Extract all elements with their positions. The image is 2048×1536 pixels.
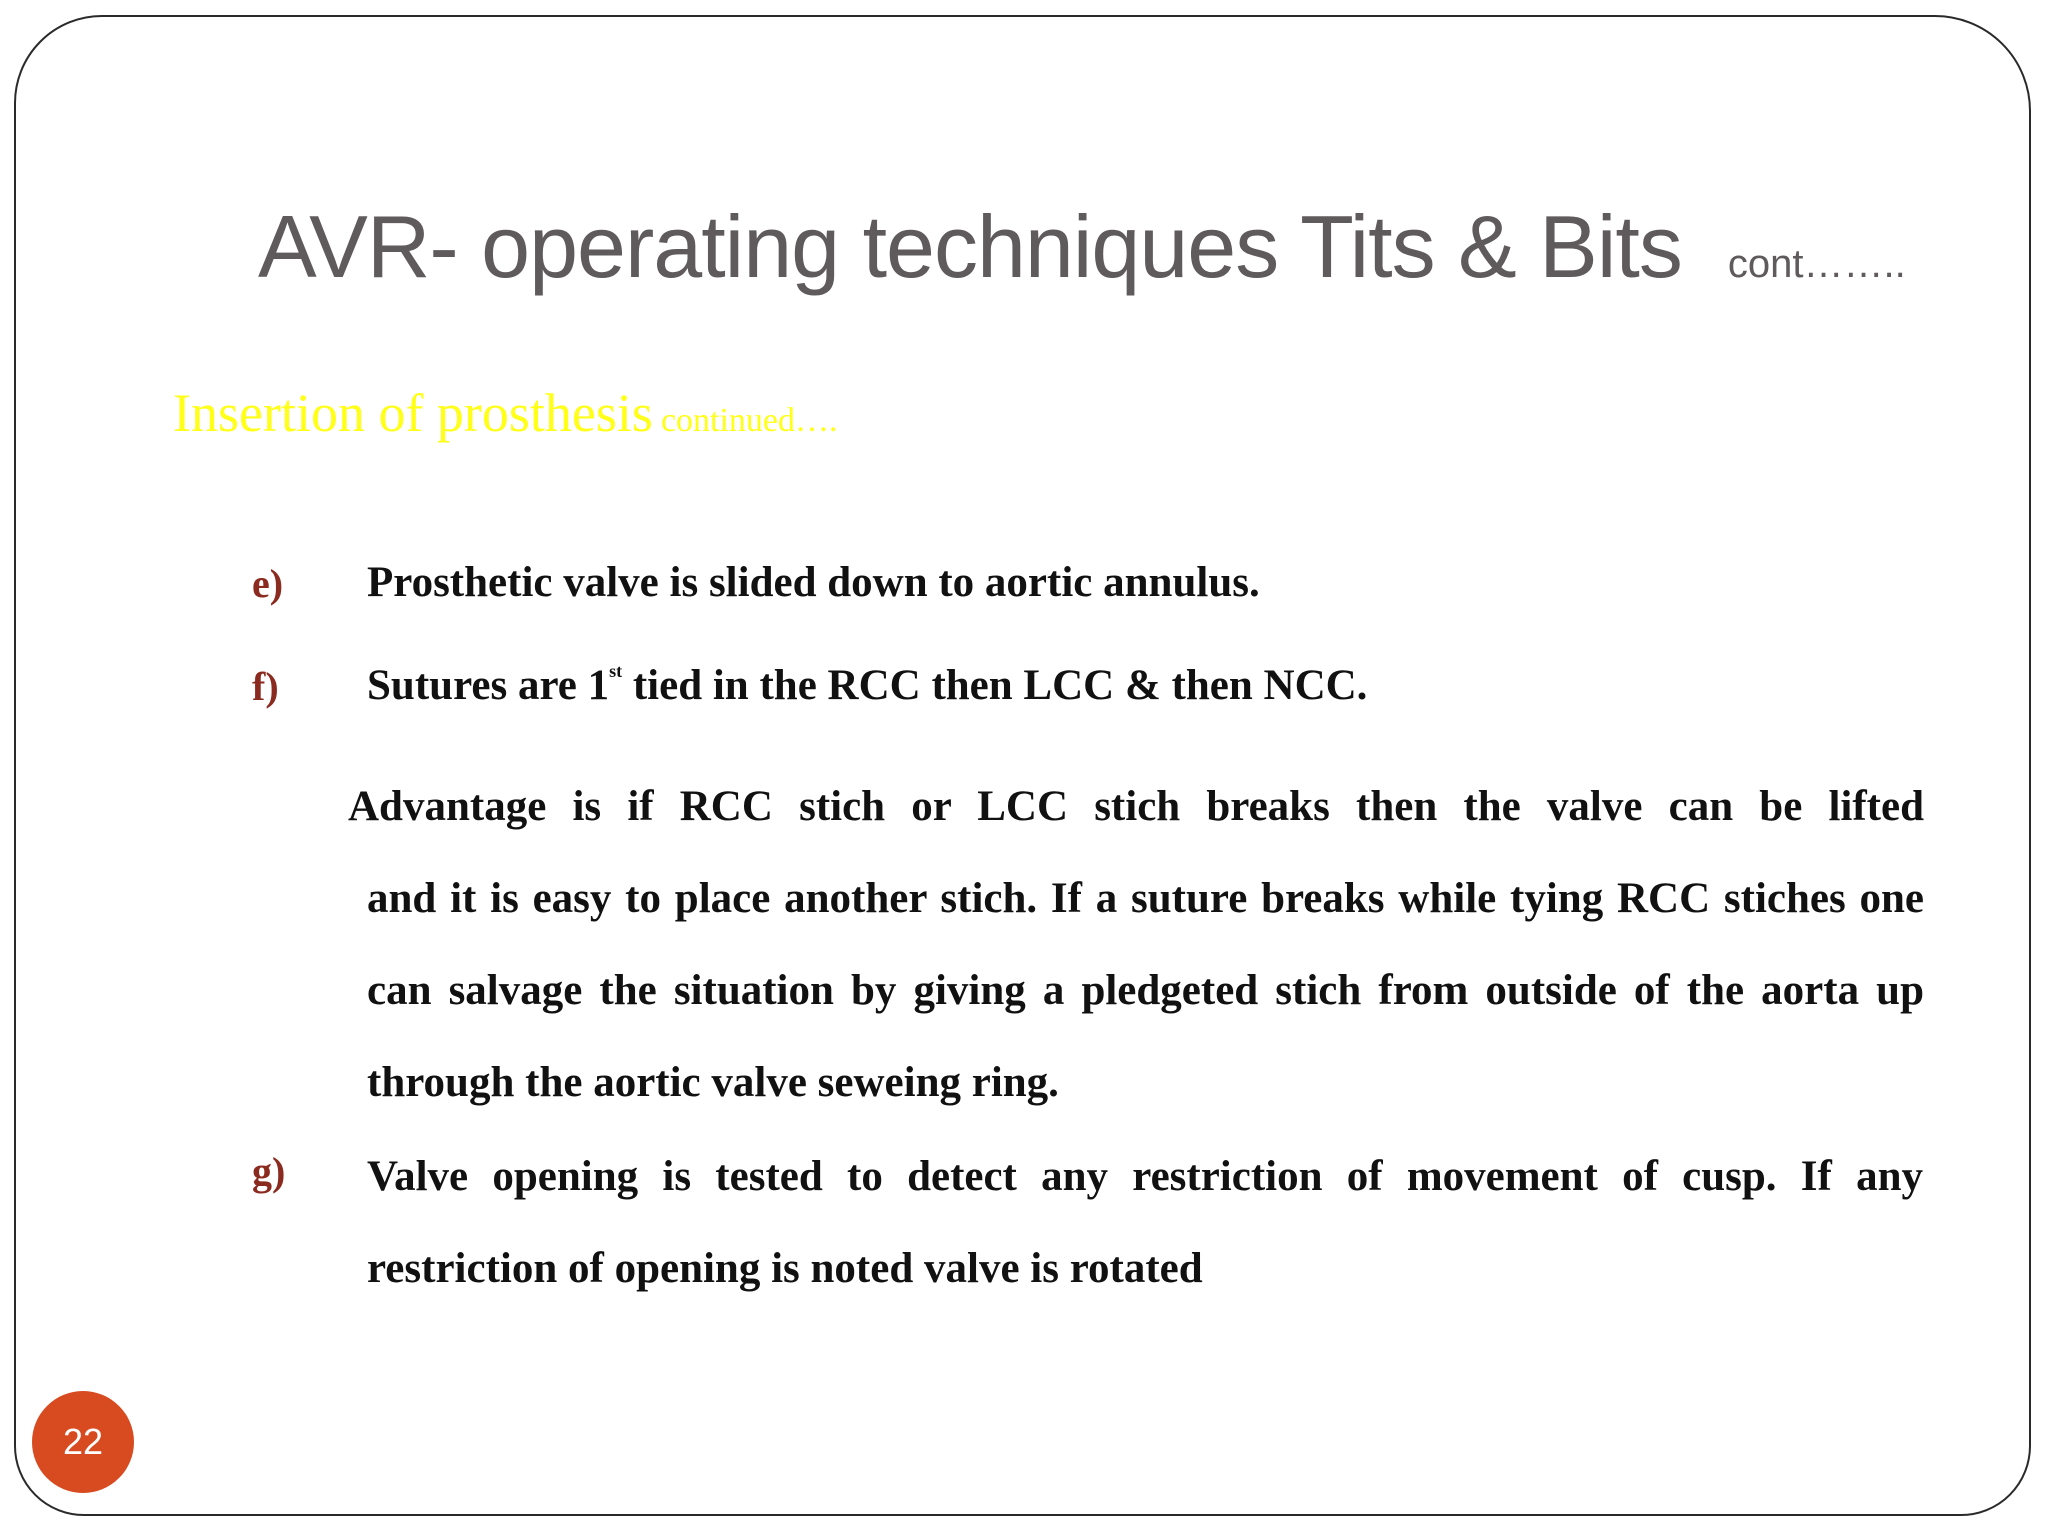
- advantage-first-line: Advantage is if RCC stich or LCC stich breaks then the valve can be lifted: [348, 783, 1924, 830]
- list-item-g: Valve opening is tested to detect any restriction of movement of cusp. If any restriction of opening is noted valve is rotated: [367, 1153, 1923, 1292]
- title-main: AVR- operating techniques Tits & Bits: [258, 197, 1682, 296]
- subtitle-continued: continued….: [660, 402, 838, 439]
- advantage-rest: and it is easy to place another stich. If a suture breaks while tying RCC stiches one can salvage the situation by giving a pledgeted stich from outside of the aorta up through the aortic valve seweing ring.: [367, 875, 1924, 1106]
- slide-title: [258, 196, 1906, 298]
- list-item-f-text-after: tied in the RCC then LCC & then NCC.: [622, 662, 1368, 709]
- list-marker-e: e): [252, 561, 284, 606]
- advantage-paragraph: [348, 761, 1924, 1129]
- superscript-st: st: [609, 661, 623, 681]
- subtitle-main: Insertion of prosthesis: [173, 383, 653, 443]
- list-item-f: [367, 661, 1923, 710]
- list-item-e: Prosthetic valve is slided down to aortic annulus.: [367, 559, 1260, 606]
- title-cont: cont……..: [1727, 242, 1906, 286]
- section-subtitle: [173, 382, 838, 444]
- list-marker-f: f): [252, 664, 279, 709]
- list-marker-g: g): [252, 1149, 286, 1194]
- page-number-badge: 22: [32, 1391, 134, 1493]
- list-item-f-text-before: Sutures are 1: [367, 662, 610, 709]
